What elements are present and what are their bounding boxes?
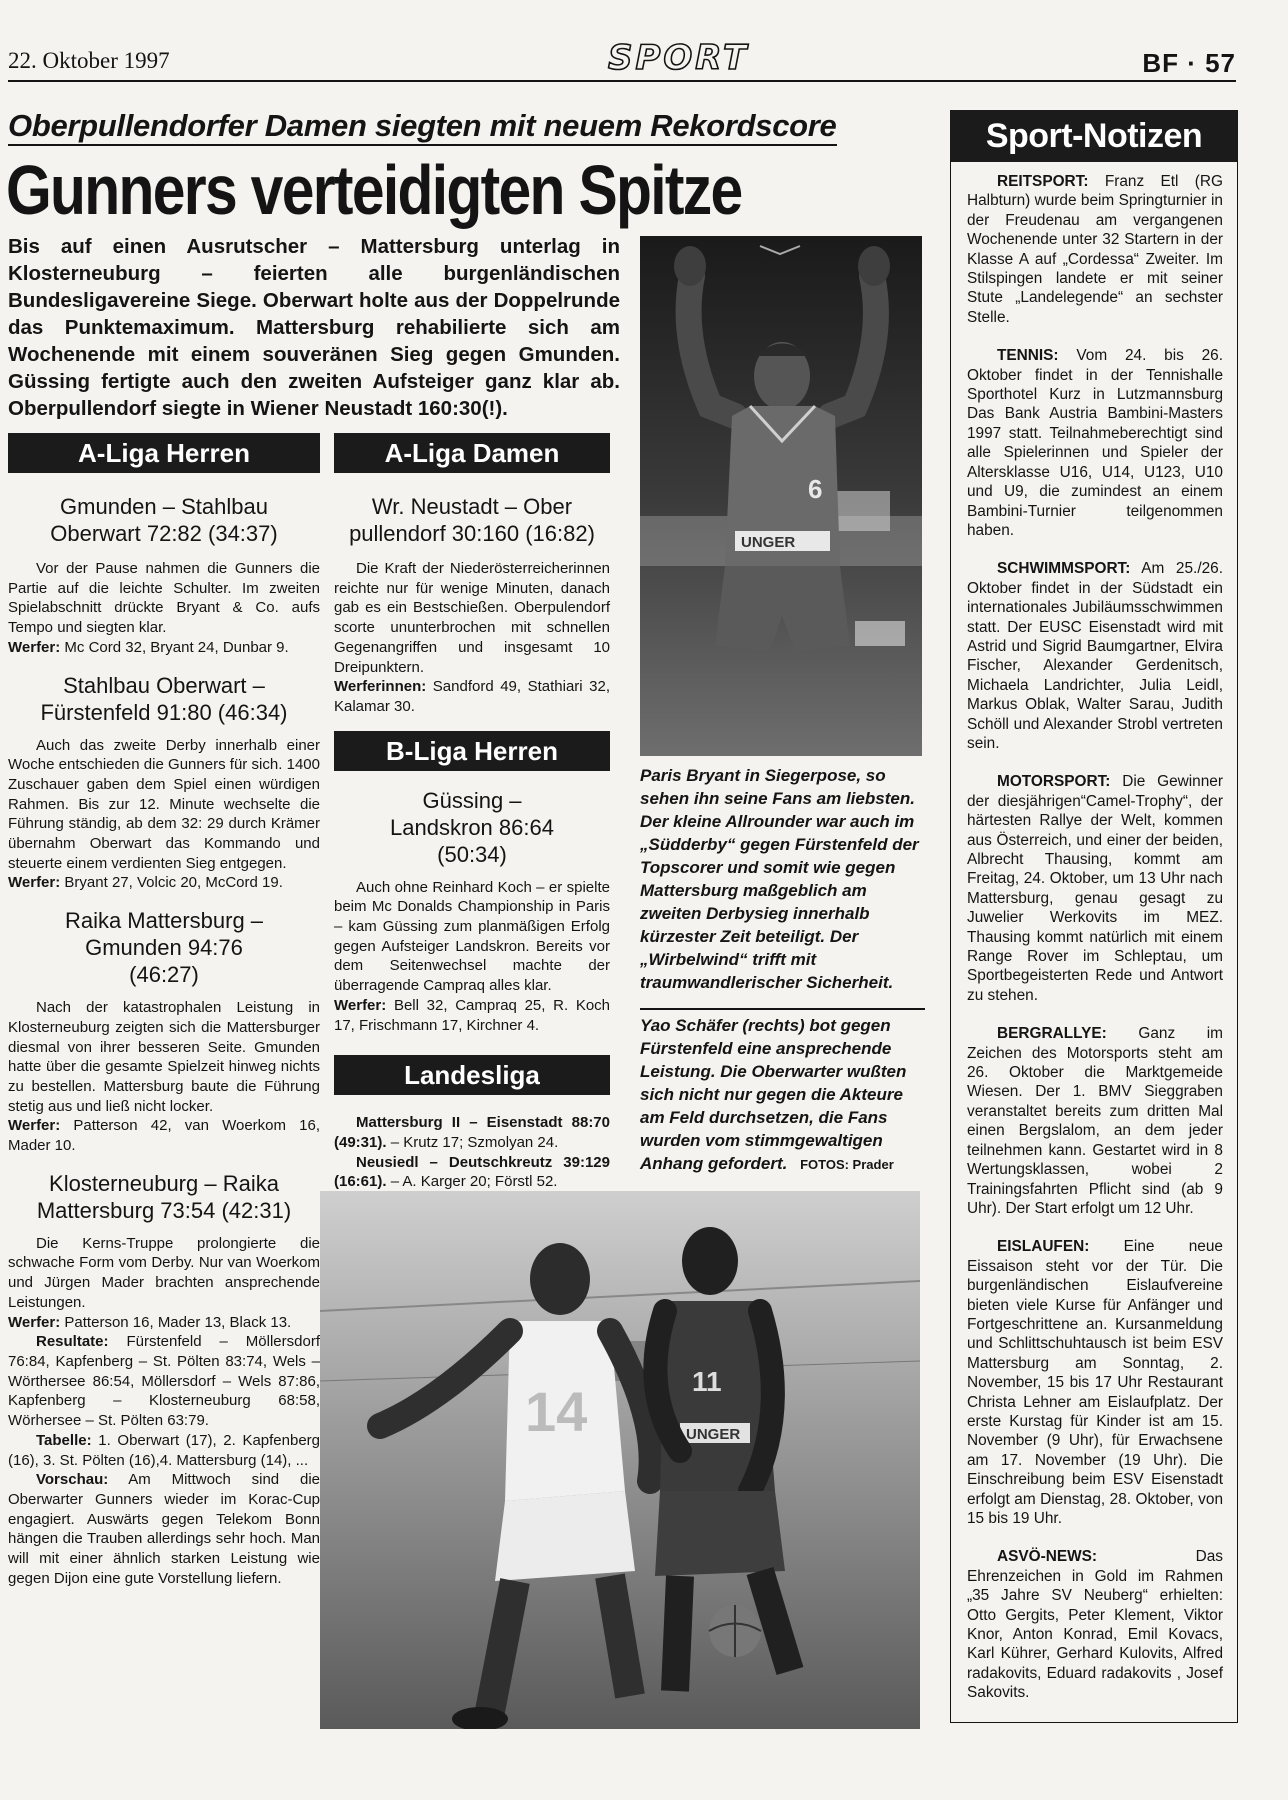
caption-divider xyxy=(640,1008,925,1010)
standings-label: Tabelle: xyxy=(36,1431,92,1449)
jersey-sponsor: UNGER xyxy=(741,534,796,551)
scorers-label: Werfer: xyxy=(8,638,61,656)
standings-text: 1. Oberwart (17), 2. Kapfenberg (16), 3. St. Pölten (16),4. Mattersburg (14), ... xyxy=(8,1431,321,1469)
photo-credit: FOTOS: Prader xyxy=(800,1157,894,1172)
scorers: Patterson 16, Mader 13, Black 13. xyxy=(64,1313,292,1331)
notiz-item xyxy=(967,1024,1223,1218)
masthead-rule xyxy=(8,80,1236,82)
results-label: Resultate: xyxy=(36,1333,109,1351)
article-lead: Bis auf einen Ausrutscher – Mattersburg unterlag in Klosterneuburg – feierten alle burgenländischen Bundesligavereine Siege. Oberwart holte aus der Doppelrunde das Punktemaximum. Mattersburg rehabilierte sich am Wochenende mit einem souveränen Sieg gegen Gmunden. Güssing fertigte auch den zweiten Aufsteiger ganz klar ab. Oberpullendorf siegte in Wiener Neustadt 160:30(!). xyxy=(8,235,620,420)
game-text xyxy=(8,559,320,658)
preview xyxy=(8,1470,320,1588)
notiz-item xyxy=(967,1547,1223,1702)
notiz-text: Vom 24. bis 26. Oktober findet in der Tennishalle Sporthotel Kurz in Lutzmannsburg Das Bank Austria Bambini-Masters 1997 statt. Teilnahmeberechtigt sind alle Spielerinnen und Spieler der Altersklasse U16, U14, U123, U10 und U9, die zumindest an einem Bambini-Turnier teilgenommen haben. xyxy=(967,347,1223,539)
notiz-label: TENNIS: xyxy=(997,347,1059,365)
results-text: Fürstenfeld – Möllersdorf 76:84, Kapfenberg – St. Pölten 83:74, Wels – Wörthersee 86:54, Möllersdorf – Wels 87:86, Kapfenberg – Klosterneuburg 68:58, Wörhersee – St. Pölten 63:79. xyxy=(8,1333,320,1430)
game-text-body: Die Kraft der Niederösterreicherinnen reichte nur für wenige Minuten, danach gab es ein Bestschießen. Oberpulendorf scorte ununterbrochen mit schnellen Gegenangriffen und insgesamt 10 Dreipunktern. xyxy=(334,560,610,676)
column-a-liga-herren xyxy=(8,433,320,1588)
notiz-item xyxy=(967,1237,1223,1528)
game-text xyxy=(8,1234,320,1333)
notiz-text: Das Ehrenzeichen in Gold im Rahmen „35 Jahre SV Neuberg“ erhielten: Otto Gergits, Peter Klement, Viktor Knor, Anton Konrad, Emil Kovacs, Karl Kührer, Gerhard Kulovits, Alfred radakovits, Eduard radakovits , Josef Sakovits. xyxy=(967,1548,1223,1702)
scorers-label: Werfer: xyxy=(8,1117,61,1135)
scorers: Sandford 49, Stathiari 32, Kalamar 30. xyxy=(334,678,610,715)
photo-game-action-image xyxy=(320,1191,920,1729)
game-title: Güssing – Landskron 86:64 (50:34) xyxy=(390,787,554,867)
game-title: Wr. Neustadt – Ober pullendorf 30:160 (16:82) xyxy=(349,494,595,546)
jersey-number-11: 11 xyxy=(692,1366,722,1397)
game-title: Stahlbau Oberwart – Fürstenfeld 91:80 (46:34) xyxy=(40,672,288,725)
game-title: Raika Mattersburg – Gmunden 94:76 (46:27) xyxy=(64,908,264,988)
notiz-text: Die Gewinner der diesjährigen“Camel-Trophy“, der härtesten Rallye der Welt, kommen aus Österreich, und einer der beiden, Albrecht Thausing, kommt am Freitag, 24. Oktober, um 13 Uhr nach Mattersburg, genau gesagt zu Juwelier Werkovits im MEZ. Thausing kommt natürlich mit einem Range Rover im Schleptau, um Sportbegeisterten Rede und Antwort zu stehen. xyxy=(967,773,1223,1004)
game-report xyxy=(8,493,320,658)
scorers-label: Werfer: xyxy=(334,996,387,1014)
notiz-label: MOTORSPORT: xyxy=(997,773,1111,791)
notiz-text: Eine neue Eissaison steht vor der Tür. Die burgenländischen Eislaufvereine bieten viele Kurse für Anfänger und Fortgeschrittene an. Kursanmeldung und Schlittschuhtausch ist beim ESV Mattersburg am Sonntag, 2. November, 15 bis 17 Uhr Restaurant Christa Lehner am Eislaufplatz. Der erste Kurstag für Kinder ist am 15. November (9 Uhr), für Erwachsene am 17. November (19 Uhr). Die Einschreibung beim ESV Eisenstadt erfolgt am Dienstag, 28. Oktober, von 15 bis 19 Uhr. xyxy=(967,1238,1223,1527)
notiz-label: EISLAUFEN: xyxy=(997,1238,1090,1256)
section-bar-b-liga-herren: B-Liga Herren xyxy=(334,731,610,771)
landesliga-result xyxy=(334,1153,610,1192)
scorers-label: Werferinnen: xyxy=(334,678,427,696)
landesliga-match: Mattersburg II – Eisenstadt 88:70 (49:31). xyxy=(334,1114,610,1151)
notiz-item xyxy=(967,172,1223,327)
section-title: SPORT xyxy=(608,38,750,78)
sidebar-title: Sport-Notizen xyxy=(950,110,1238,162)
scorers-label: Werfer: xyxy=(8,1313,61,1331)
notiz-text: Am 25./26. Oktober findet in der Südstadt ein internationales Jubiläumsschwimmen statt. Der EUSC Eisenstadt wird mit Astrid und Sigrid Baumgartner, Elvira Fischer, Alexander Gerdenitsch, Michaela Landrichter, Julia Leidl, Markus Oblak, Walter Sarau, Judith Schöll und Alexander Strobl vertreten sein. xyxy=(967,560,1223,752)
landesliga-match: Neusiedl – Deutschkreutz 39:129 (16:61). xyxy=(334,1153,610,1191)
game-text-body: Auch ohne Reinhard Koch – er spielte beim Mc Donalds Championship in Paris – kam Güssing zum planmäßigen Erfolg gegen Aufsteiger Landskron. Bereits vor dem Seitenwechsel machte der überragende Campraq alles klar. xyxy=(334,878,610,995)
game-text xyxy=(8,736,320,894)
landesliga-scorers: – Krutz 17; Szmolyan 24. xyxy=(390,1133,559,1151)
game-title: Gmunden – Stahlbau Oberwart 72:82 (34:37) xyxy=(50,494,278,546)
caption-2-text: Yao Schäfer (rechts) bot gegen Fürstenfeld eine ansprechende Leistung. Die Oberwarter wußten sich nicht nur gegen die Akteure am Feld durchsetzen, die Fans wurden vom stimmgewaltigen Anhang gefordert. xyxy=(640,1016,907,1173)
article-kicker: Oberpullendorfer Damen siegten mit neuem Rekordscore xyxy=(8,108,837,146)
scorers: Bell 32, Campraq 25, R. Koch 17, Frischmann 17, Kirchner 4. xyxy=(334,996,611,1034)
scorers-label: Werfer: xyxy=(8,874,61,892)
game-text-body: Vor der Pause nahmen die Gunners die Partie auf die leichte Schulter. Im zweiten Spielabschnitt drückte Bryant & Co. aufs Tempo und siegten klar. xyxy=(8,560,320,637)
game-text-body: Auch das zweite Derby innerhalb einer Woche entschieden die Gunners für sich. 1400 Zuschauer gaben dem Spiel einen würdigen Rahmen. Bis zur 12. Minute wechselte die Führung ständig, ab dem 32: 29 durch Krämer übernahm Oberwart das Kommando und steuerte einem verdienten Sieg entgegen. xyxy=(8,736,320,872)
scorers: Mc Cord 32, Bryant 24, Dunbar 9. xyxy=(64,638,289,656)
notiz-text: Ganz im Zeichen des Motorsports steht am 26. Oktober die Marktgemeide Wiesen. Der 1. BMV Sieggraben veranstaltet bereits zum dritten Mal einen Bergslalom, an dem jeder teilnehmen kann. Gestartet wird in 8 Wertungsklassen, wobei 2 Trainingsfahrten Pflicht sind (ab 9 Uhr). Der Start erfolgt um 12 Uhr. xyxy=(967,1025,1223,1217)
article-headline: Gunners verteidigten Spitze xyxy=(6,151,742,229)
game-title: Klosterneuburg – Raika Mattersburg 73:54 (42:31) xyxy=(36,1170,292,1223)
preview-label: Vorschau: xyxy=(36,1471,109,1489)
notiz-label: SCHWIMMSPORT: xyxy=(997,560,1131,578)
preview-text: Am Mittwoch sind die Oberwarter Gunners wieder im Korac-Cup engagiert. Auswärts gegen Telekom Bonn hängen die Trauben allerdings sehr hoch. Man will mit einer ähnlich starken Leistung wie gegen Dijon eine gute Vorstellung liefern. xyxy=(8,1471,320,1587)
section-bar-landesliga: Landesliga xyxy=(334,1055,610,1095)
notiz-item xyxy=(967,346,1223,540)
landesliga-scorers: – A. Karger 20; Förstl 52. xyxy=(390,1173,558,1191)
landesliga-result xyxy=(334,1113,610,1152)
photo-game-action xyxy=(320,1191,920,1729)
standings xyxy=(8,1431,320,1470)
game-text-body: Die Kerns-Truppe prolongierte die schwache Form vom Derby. Nur van Woerkom und Jürgen Mader brachten ansprechende Leistungen. xyxy=(8,1234,320,1311)
notiz-label: REITSPORT: xyxy=(997,173,1089,190)
column-damen-bliga xyxy=(320,433,610,1192)
scorers: Patterson 42, van Woerkom 16, Mader 10. xyxy=(8,1117,320,1155)
photo-caption-1: Paris Bryant in Siegerpose, so sehen ihn seine Fans am liebsten. Der kleine Allrounder war auch im „Südderby“ gegen Fürstenfeld der Topscorer und somit wie gegen Mattersburg maßgeblich am zweiten Derbysieg innerhalb kürzester Zeit beteiligt. Der „Wirbelwind“ trifft mit traumwandlerischer Sicherheit. xyxy=(640,766,919,992)
notiz-label: ASVÖ-NEWS: xyxy=(997,1548,1098,1566)
game-text xyxy=(334,559,610,717)
results xyxy=(8,1332,320,1431)
issue-date: 22. Oktober 1997 xyxy=(8,48,170,73)
notiz-item xyxy=(967,559,1223,753)
sidebar-sport-notizen xyxy=(950,160,1238,1723)
game-report xyxy=(8,1170,320,1333)
section-bar-a-liga-damen: A-Liga Damen xyxy=(334,433,610,473)
scorers: Bryant 27, Volcic 20, McCord 19. xyxy=(64,874,283,892)
notiz-text: Franz Etl (RG Halbturn) wurde beim Springturnier in der Freudenau am vergangenen Wochenende unter 32 Startern in der Klasse A auf „Cordessa“ Zweiter. Im Stilspingen landete er mit seiner Stute „Landelegende“ an sechster Stelle. xyxy=(967,173,1223,326)
game-text xyxy=(8,998,320,1156)
game-text-body: Nach der katastrophalen Leistung in Klosterneuburg zeigten sich die Mattersburger diesmal von ihrer besseren Seite. Gmunden hatte über die gesamte Spielzeit hinweg nichts zu bestellen. Mattersburg baute die Führung stetig aus und ließ nicht locker. xyxy=(8,999,320,1115)
jersey-sponsor: UNGER xyxy=(686,1426,741,1443)
notiz-label: BERGRALLYE: xyxy=(997,1025,1107,1043)
game-report xyxy=(8,672,320,894)
game-report xyxy=(8,907,320,1156)
photo-caption-2 xyxy=(640,1014,930,1176)
section-bar-a-liga-herren: A-Liga Herren xyxy=(8,433,320,473)
jersey-number-6: 6 xyxy=(808,474,823,504)
photo-paris-bryant-image xyxy=(640,236,922,756)
notiz-item xyxy=(967,772,1223,1005)
page-number: BF · 57 xyxy=(1142,48,1236,78)
jersey-number-14: 14 xyxy=(525,1380,588,1443)
game-text xyxy=(334,878,610,1036)
photo-paris-bryant xyxy=(640,236,922,756)
